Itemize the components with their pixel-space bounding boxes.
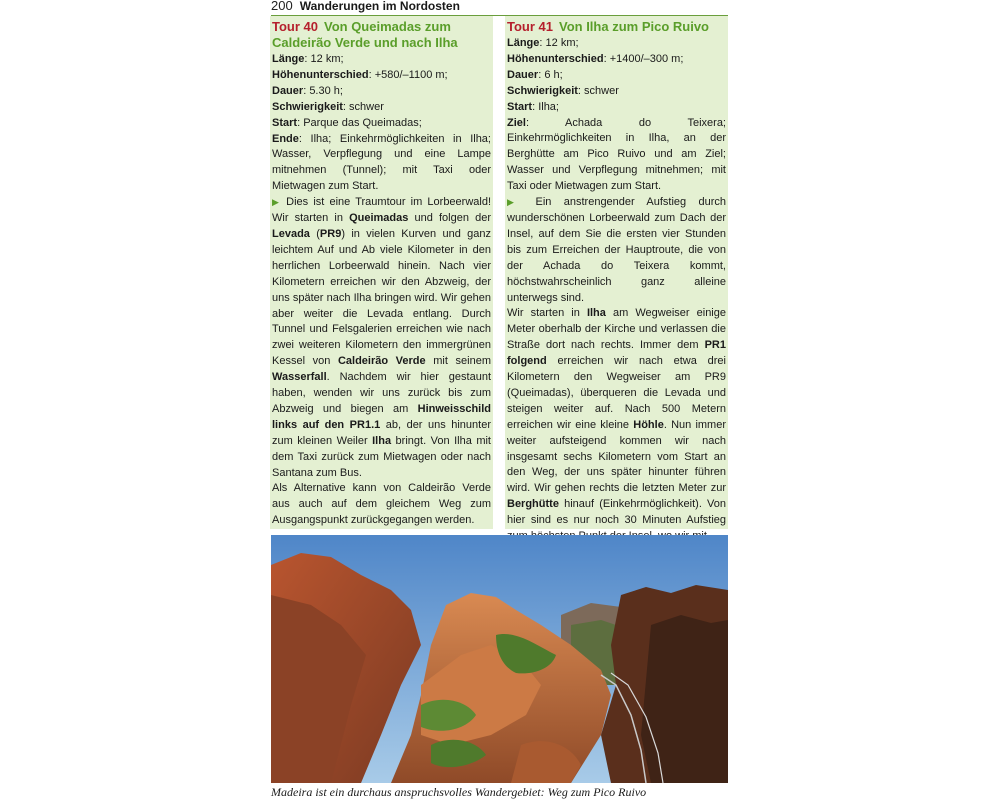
tour-40-alternative: Als Alternative kann von Caldeirão Verde aus auch auf dem gleichem Weg zum Ausgangspunkt zurückgegangen werden. [272, 482, 491, 527]
tour-40-box [270, 16, 493, 529]
fact-laenge: Länge: 12 km; [272, 53, 344, 65]
photo-caption: Madeira ist ein durchaus anspruchsvolles Wandergebiet: Weg zum Pico Ruivo [271, 785, 647, 799]
fact-dauer: Dauer: 5.30 h; [272, 84, 343, 97]
tour-41-description: ▶ Ein anstrengender Aufstieg durch wunderschönen Lorbeerwald zum Dach der Insel, auf dem Sie die ersten vier Stunden bis zum Erreichen der Hauptroute, die von der Achada do Teixera kommt, höchstwahrscheinlich ganz alleine unterwegs sind. [507, 196, 727, 304]
fact-ziel: Ziel: Achada do Teixera; Einkehrmöglichkeiten in Ilha, an der Berghütte am Pico Ruivo und am Ziel; Wasser und Verpflegung mitnehmen; mit Taxi oder Mietwagen zum Start. [507, 116, 726, 193]
fact-dauer: Dauer: 6 h; [507, 68, 563, 81]
tour-41-number: Tour 41 [507, 19, 553, 34]
tour-41-title: Von Ilha zum Pico Ruivo [559, 19, 709, 34]
fact-start: Start: Parque das Queimadas; [272, 116, 422, 129]
tour-41-box [505, 16, 728, 529]
fact-hoehe: Höhenunterschied: +580/–1100 m; [272, 68, 448, 81]
triangle-icon: ▶ [507, 197, 524, 208]
tour-40-heading [272, 19, 491, 51]
mountain-landscape-image [271, 535, 728, 783]
tour-41-text [507, 36, 726, 545]
mountain-photo [271, 535, 728, 783]
fact-schwierigkeit: Schwierigkeit: schwer [507, 84, 619, 97]
tour-40-description: ▶ Dies ist eine Traumtour im Lorbeerwald! Wir starten in Queimadas und folgen der Levada (PR9) in vielen Kurven und ganz leichtem Auf und Ab viele Kilometer in den herrlichen Lorbeerwald hinein. Nach vier Kilometern erreichen wir den Abzweig, der uns später nach Ilha bringen wird. Wir gehen aber weiter die Levada entlang. Durch Tunnel und Felsgalerien erreichen wie nach zwei weiteren Kilometern den immergrünen Kessel von Caldeirão Verde mit seinem Wasserfall. Nachdem wir hier gestaunt haben, wenden wir uns zurück bis zum Abzweig und biegen am Hinweisschild links auf den PR1.1 ab, der uns hinunter zum kleinen Weiler Ilha bringt. Von Ilha mit dem Taxi zurück zum Mietwagen oder nach Santana zum Bus. [272, 196, 492, 479]
triangle-icon: ▶ [272, 197, 282, 208]
fact-ende: Ende: Ilha; Einkehrmöglichkeiten in Ilha; Wasser, Verpflegung und eine Lampe mitnehmen (Tunnel); mit Taxi oder Mietwagen zum Start. [272, 132, 491, 193]
fact-start: Start: Ilha; [507, 100, 559, 113]
fact-laenge: Länge: 12 km; [507, 37, 579, 49]
fact-schwierigkeit: Schwierigkeit: schwer [272, 100, 384, 113]
tour-41-route: Wir starten in Ilha am Wegweiser einige Meter oberhalb der Kirche und verlassen die Straße dort nach rechts. Immer dem PR1 folgend erreichen wir nach etwa drei Kilometern den Wegweiser am PR9 (Queimadas), überqueren die Levada und steigen weiter auf. Nach 500 Metern erreichen wir eine kleine Höhle. Nun immer weiter aufsteigend kommen wir nach insgesamt sechs Kilometern vom Start an den Weg, der uns später hinunter führen wird. Wir gehen rechts die letzten Meter zur Berghütte hinauf (Einkehrmöglichkeit). Von hier sind es nur noch 30 Minuten Aufstieg [507, 307, 726, 527]
tour-40-number: Tour 40 [272, 19, 318, 34]
tour-40-title: Von Queimadas zum Caldeirão Verde und nach Ilha [272, 19, 458, 50]
running-title: Wanderungen im Nordosten [299, 0, 460, 13]
page-number: 200 [271, 0, 293, 13]
tour-40-text [272, 52, 491, 529]
fact-hoehe: Höhenunterschied: +1400/–300 m; [507, 52, 684, 65]
page-header [271, 0, 728, 16]
tour-41-heading [507, 19, 726, 35]
